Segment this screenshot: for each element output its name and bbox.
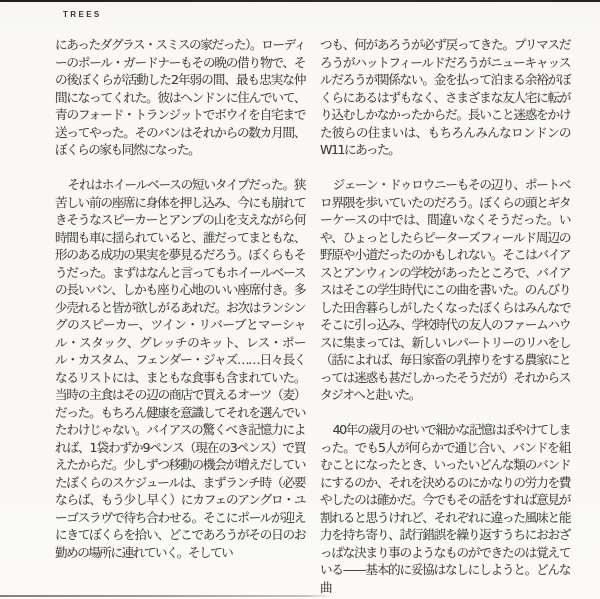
paragraph: 40年の歳月のせいで細かな記憶はぼやけてしまった。でも5人が何らかで通じ合い、バンドを組むことになったとき、いったいどんな類のバンドにするのか、それを決めるのにかなりの労力を費やしたのは確かだ。今でもその話をすれば意見が割れると思うけれど、それぞれに違った風味と能力を持ち寄り、試行錯誤を繰り返すうちにおおざっぱな決まり事のようなものができたのは覚えている——基本的に妥協はなしにしようと。どんな曲 (320, 422, 570, 595)
text-column-right (320, 36, 570, 596)
paragraph: つも、何があろうが必ず戻ってきた。プリマスだろうがハットフィールドだろうがニューキャッスルだろうが関係ない。金を払って泊まる余裕がぼくらにあるはずもなく、さまざまな友人宅に転がり込むしかなかったからだ。長いこと迷惑をかけた彼らの住まいは、もちろんみんなロンドンのW11にあった。 (320, 37, 570, 157)
scan-top-edge (0, 0, 600, 2)
paragraph: ジェーン・ドゥロウニーもその辺り、ポートベロ界隈を歩いていたのだろう。ぼくらの頭とギターケースの中では、間違いなくそうだった。いや、ひょっとしたらピーターズフィールド周辺の野原や小道だったのかもしれない。そこはバイアスとアンウィンの学校があったところで、バイアスはそこの学生時代にこの曲を書いた。のんびりした田舎暮らしがしたくなったぼくらはみんなでそこに引っ込み、学校時代の友人のファームハウスに集まっては、新しいレパートリーのリハをし（話によれば、毎日家畜の乳搾りをする農家にとっては迷惑も甚だしかったそうだが）それからスタジオへと赴いた。 (320, 177, 570, 402)
paragraph: にあったダグラス・スミスの家だった）。ローディーのポール・ガードナーもその晩の借り物で、その後ぼくらが活動した2年弱の間、最も忠実な仲間になってくれた。彼はヘンドンに住んでいて、青のフォード・トランジットでボウイを自宅まで送ってやった。そのバンはそれからの数カ月間、ぼくらの家も同然になった。 (55, 37, 305, 157)
scan-bottom-edge (0, 595, 332, 597)
text-column-left (55, 36, 305, 561)
page-title: TREES (63, 10, 102, 19)
paragraph: それはホイールベースの短いタイプだった。狭苦しい前の座席に身体を押し込み、今にも崩れてきそうなスピーカーとアンプの山を支えながら何時間も車に揺られていると、誰だってまともな、形のある成功の果実を夢見るだろう。ぼくらもそうだった。まずはなんと言ってもホイールベースの長いバン、しかも座り心地のいい座席付き。多少売れると皆が欲しがるあれだ。お次はランシングのスピーカー、ツイン・リバーブとマーシャル・スタック、グレッチのキット、レス・ポール・カスタム、フェンダー・ジャズ……日々長くなるリストには、まともな食事も含まれていた。当時の主食はその辺の商店で買えるオーツ（麦）だった。もちろん健康を意識してそれを選んでいたわけじゃない。バイアスの驚くべき記憶力によれば、1袋わずか9ペンス（現在の3ペンス）で買えたからだ。少しずつ移動の機会が増えだしていたぼくらのスケジュールは、まずランチ時（必要ならば、もう少し早く）にカフェのアングロ・ユーゴスラヴで待ち合わせる。そこにポールが迎えにきてぼくらを拾い、どこであろうがその日のお勤めの場所に連れていく。そしてい (55, 177, 305, 560)
